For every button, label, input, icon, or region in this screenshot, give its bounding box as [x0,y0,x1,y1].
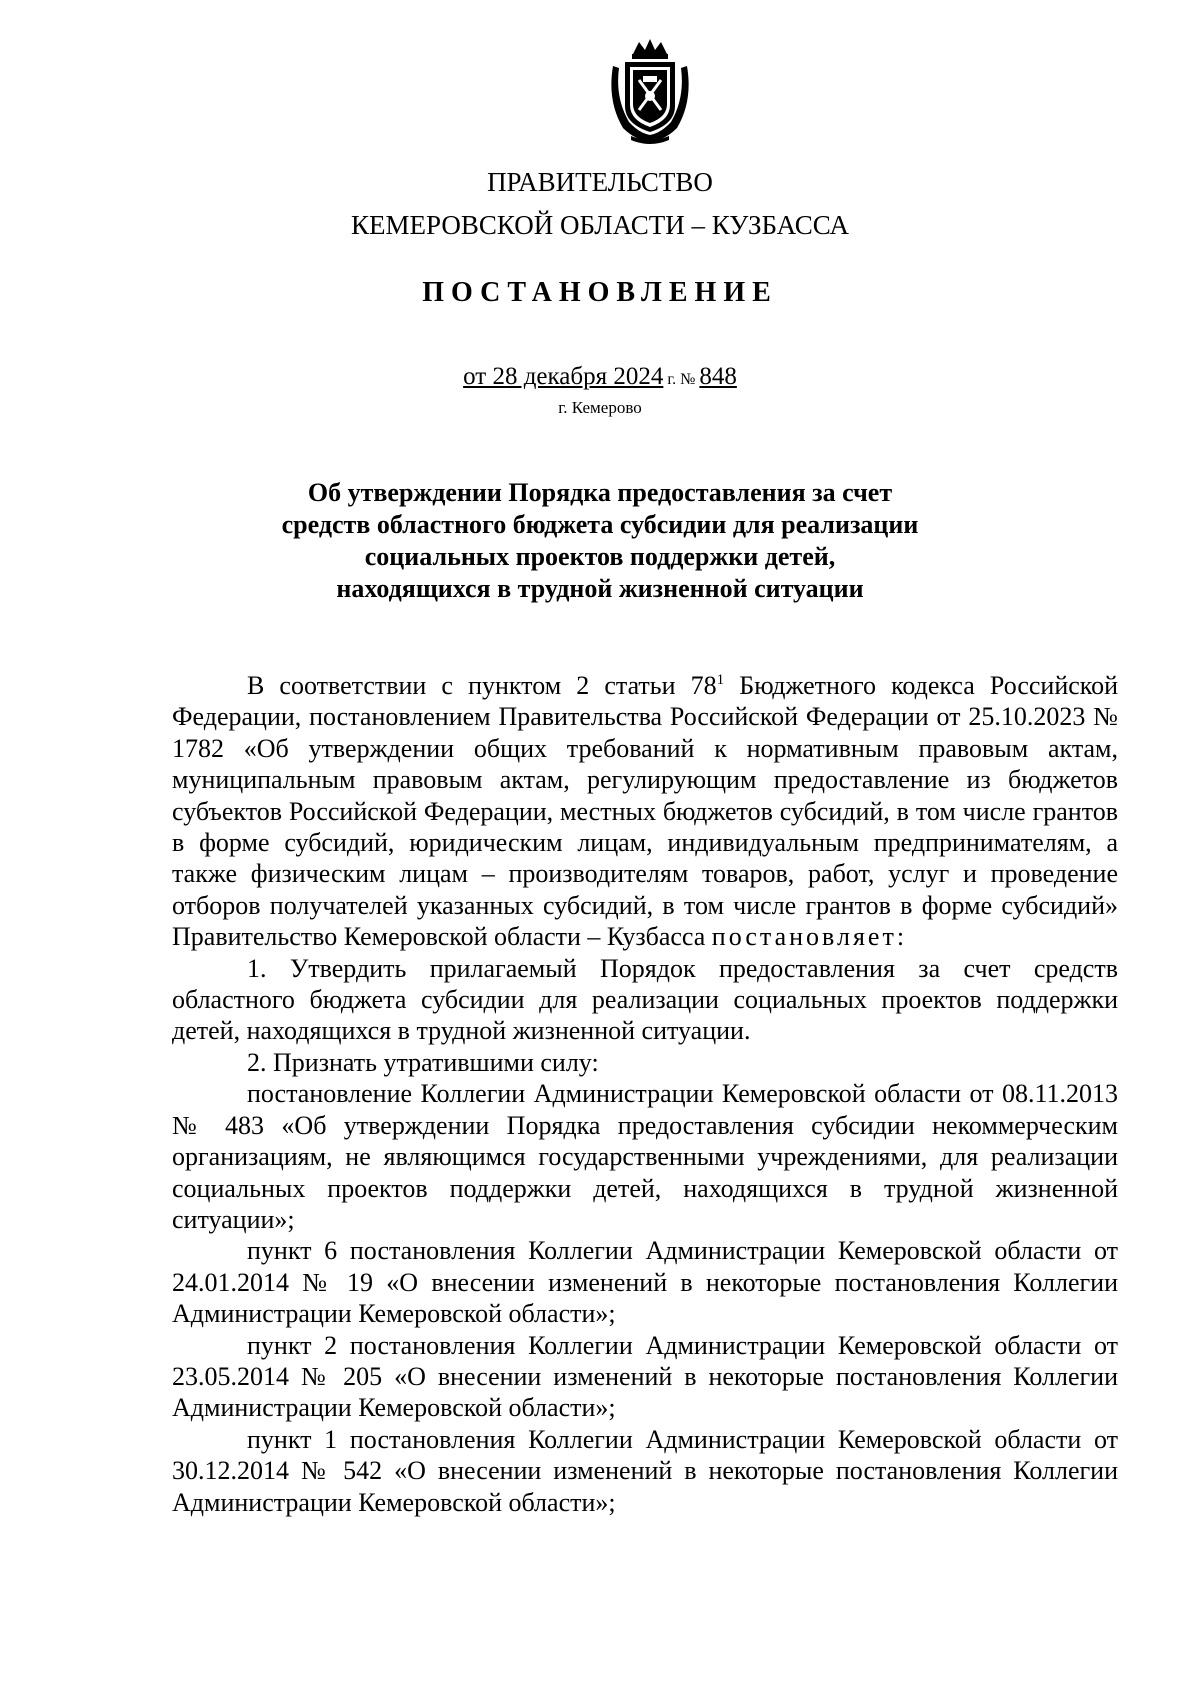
repealed-item-2: пункт 6 постановления Коллегии Администрации Кемеровской области от 24.01.2014 № 19 «О внесении изменений в некоторые постановления Коллегии Администрации Кемеровской области»; [172,1236,1118,1329]
resolves-word: постановляет [711,922,897,952]
title-line-2: средств областного бюджета субсидии для реализации [281,510,919,539]
repealed-item-4: пункт 1 постановления Коллегии Администрации Кемеровской области от 30.12.2014 № 542 «О внесении изменений в некоторые постановления Коллегии Администрации Кемеровской области»; [172,1424,1118,1517]
organization-name-line-1: ПРАВИТЕЛЬСТВО [487,167,713,197]
title-line-4: находящихся в трудной жизненной ситуации [336,574,864,603]
clause-2-paragraph: 2. Признать утратившими силу: [247,1047,599,1077]
preamble-text-b: Бюджетного кодекса Российской Федерации, постановлением Правительства Российской Федерации от 25.10.2023 № 1782 «Об утверждении общих требований к нормативным правовым актам, муниципальным правовым актам, регулирующим предоставление из бюджетов субъектов Российской Федерации, местных бюджетов субсидий, в том числе грантов в форме субсидий, юридическим лицам, индивидуальным предпринимателям, а также физическим лицам – производителям товаров, работ, услуг и проведение отборов получателей указанных субсидий, в том числе грантов в форме субсидий» Правительство Кемеровской области – Кузбасса [172,671,1119,952]
title-line-3: социальных проектов поддержки детей, [364,542,836,571]
document-body [172,670,1118,1518]
document-date-line [0,362,1200,395]
document-date: 28 декабря 2024 [492,363,664,390]
preamble-paragraph [172,670,1118,953]
document-type-heading: ПОСТАНОВЛЕНИЕ [422,277,778,308]
date-prefix: от [463,363,493,390]
number-prefix: № [676,371,700,388]
year-suffix: г. [663,371,677,388]
article-superscript: 1 [716,672,725,688]
title-line-1: Об утверждении Порядка предоставления за счет [307,478,893,507]
clause-1-paragraph: 1. Утвердить прилагаемый Порядок предоставления за счет средств областного бюджета субсидии для реализации социальных проектов поддержки детей, находящихся в трудной жизненной ситуации. [172,953,1118,1046]
kemerovo-coat-of-arms-icon [605,36,695,146]
preamble-colon: : [896,922,905,952]
preamble-text-a: В соответствии с пунктом 2 статьи 78 [247,671,717,700]
repealed-item-1: постановление Коллегии Администрации Кемеровской области от 08.11.2013 № 483 «Об утверждении Порядка предоставления субсидии некоммерческим организациям, не являющимся государственными учреждениями, для реализации социальных проектов поддержки детей, находящихся в трудной жизненной ситуации»; [172,1079,1118,1234]
repealed-item-3: пункт 2 постановления Коллегии Администрации Кемеровской области от 23.05.2014 № 205 «О внесении изменений в некоторые постановления Коллегии Администрации Кемеровской области»; [172,1330,1118,1423]
document-city: г. Кемерово [558,398,642,417]
document-number: 848 [699,363,737,390]
organization-name-line-2: КЕМЕРОВСКОЙ ОБЛАСТИ – КУЗБАССА [351,210,849,240]
document-title [0,477,1200,605]
